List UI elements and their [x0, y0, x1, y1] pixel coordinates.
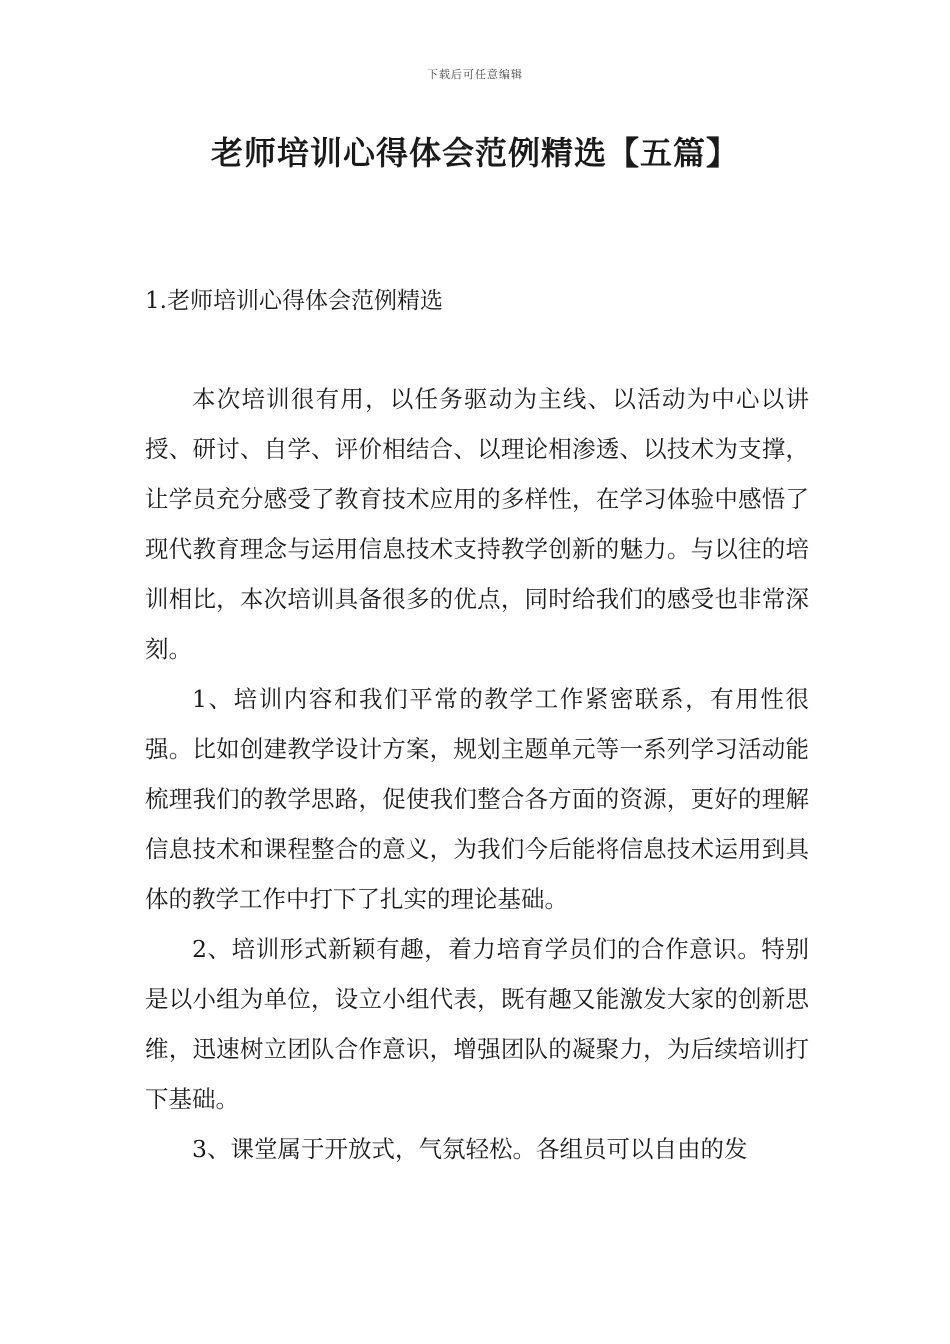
paragraph: 3、课堂属于开放式，气氛轻松。各组员可以自由的发 — [192, 1135, 748, 1163]
paragraph: 1、培训内容和我们平常的教学工作紧密联系，有用性很强。比如创建教学设计方案，规划主题单元等一系列学习活动能梳理我们的教学思路，促使我们整合各方面的资源，更好的理解信息技术和课程整合的意义，为我们今后能将信息技术运用到具体的教学工作中打下了扎实的理论基础。 — [145, 685, 809, 913]
document-title: 老师培训心得体会范例精选【五篇】 — [210, 134, 739, 172]
document-body — [145, 374, 809, 1174]
header-note: 下载后可任意编辑 — [427, 68, 523, 81]
section-heading: 1.老师培训心得体会范例精选 — [145, 288, 443, 314]
paragraph: 2、培训形式新颖有趣，着力培育学员们的合作意识。特别是以小组为单位，设立小组代表，既有趣又能激发大家的创新思维，迅速树立团队合作意识，增强团队的凝聚力，为后续培训打下基础。 — [145, 935, 809, 1113]
paragraph: 本次培训很有用，以任务驱动为主线、以活动为中心以讲授、研讨、自学、评价相结合、以理论相渗透、以技术为支撑，让学员充分感受了教育技术应用的多样性，在学习体验中感悟了现代教育理念与运用信息技术支持教学创新的魅力。与以往的培训相比，本次培训具备很多的优点，同时给我们的感受也非常深刻。 — [145, 385, 809, 663]
